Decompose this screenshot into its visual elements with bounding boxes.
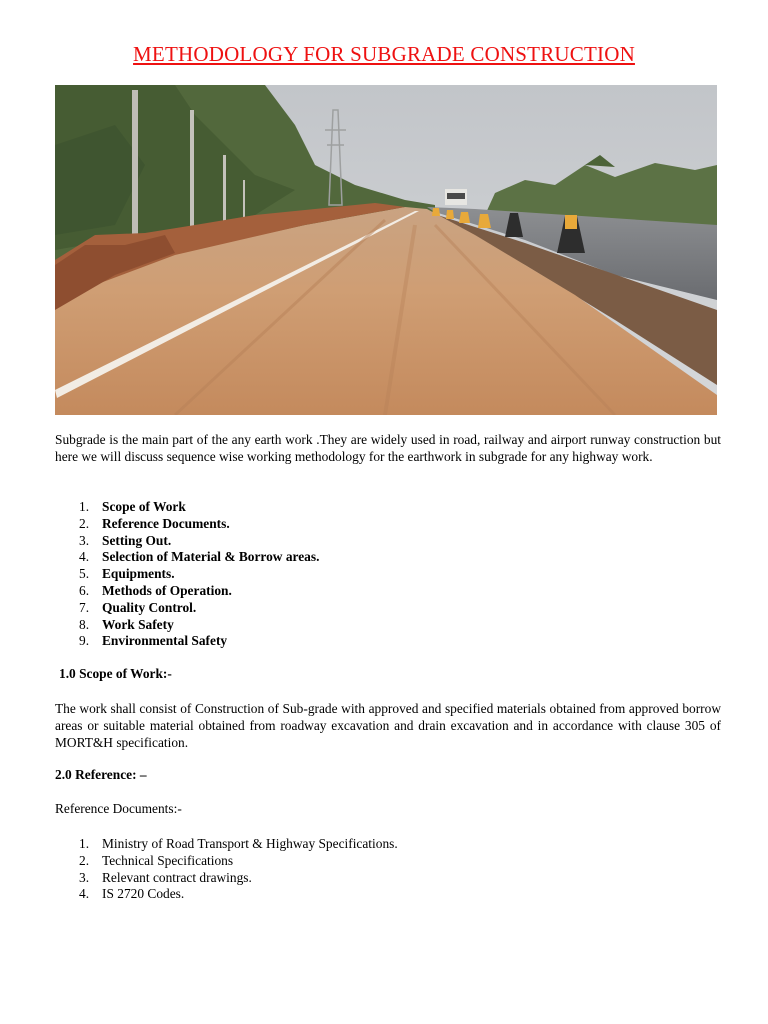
list-number: 5. (79, 566, 90, 582)
list-label: IS 2720 Codes. (102, 886, 185, 902)
list-label: Scope of Work (102, 499, 186, 514)
list-item (55, 853, 398, 870)
section-1-heading: 1.0 Scope of Work:- (59, 666, 172, 681)
list-label: Technical Specifications (102, 852, 234, 868)
list-item (55, 533, 319, 550)
list-number: 7. (79, 599, 90, 615)
list-number: 6. (79, 582, 90, 598)
list-label: Methods of Operation. (102, 582, 232, 598)
list-number: 4. (79, 886, 90, 902)
list-item (55, 583, 319, 600)
road-construction-photo (55, 85, 717, 415)
list-label: Relevant contract drawings. (102, 869, 252, 885)
list-number: 9. (79, 633, 90, 649)
list-item (55, 617, 319, 634)
list-label: Reference Documents. (102, 515, 230, 531)
list-item (55, 633, 319, 650)
list-item (55, 870, 398, 887)
list-number: 3. (79, 869, 90, 885)
list-label: Setting Out. (102, 532, 172, 548)
section-1-body: The work shall consist of Construction of Sub-grade with approved and specified materials obtained from approved borrow areas or suitable material obtained from roadway excavation and drain excavation and in accordance with clause 305 of MORT&H specification. (55, 701, 721, 750)
list-number: 2. (79, 852, 90, 868)
list-item (55, 886, 398, 903)
section-2-subheading: Reference Documents:- (55, 801, 182, 816)
document-title: METHODOLOGY FOR SUBGRADE CONSTRUCTION (133, 42, 635, 66)
contents-list (55, 499, 319, 650)
list-number: 8. (79, 616, 90, 632)
list-item (55, 600, 319, 617)
list-item (55, 836, 398, 853)
list-label: Quality Control. (102, 599, 197, 615)
list-label: Selection of Material & Borrow areas. (102, 549, 320, 565)
list-number: 3. (79, 532, 90, 548)
list-label: Work Safety (102, 616, 174, 632)
list-item (55, 516, 319, 533)
list-label: Environmental Safety (102, 633, 228, 649)
section-2-heading: 2.0 Reference: – (55, 767, 147, 782)
list-item (55, 499, 319, 516)
list-number: 2. (79, 515, 90, 531)
intro-paragraph: Subgrade is the main part of the any earth work .They are widely used in road, railway and airport runway construction but here we will discuss sequence wise working methodology for the earthwork in subgrade for any highway work. (55, 432, 721, 464)
list-label: Equipments. (102, 566, 175, 582)
list-label: Ministry of Road Transport & Highway Specifications. (102, 836, 398, 851)
list-item (55, 566, 319, 583)
road-photo-illustration (55, 85, 717, 415)
list-number: 4. (79, 549, 90, 565)
list-number: 1. (79, 836, 90, 851)
list-number: 1. (79, 499, 90, 514)
reference-list (55, 836, 398, 903)
list-item (55, 549, 319, 566)
